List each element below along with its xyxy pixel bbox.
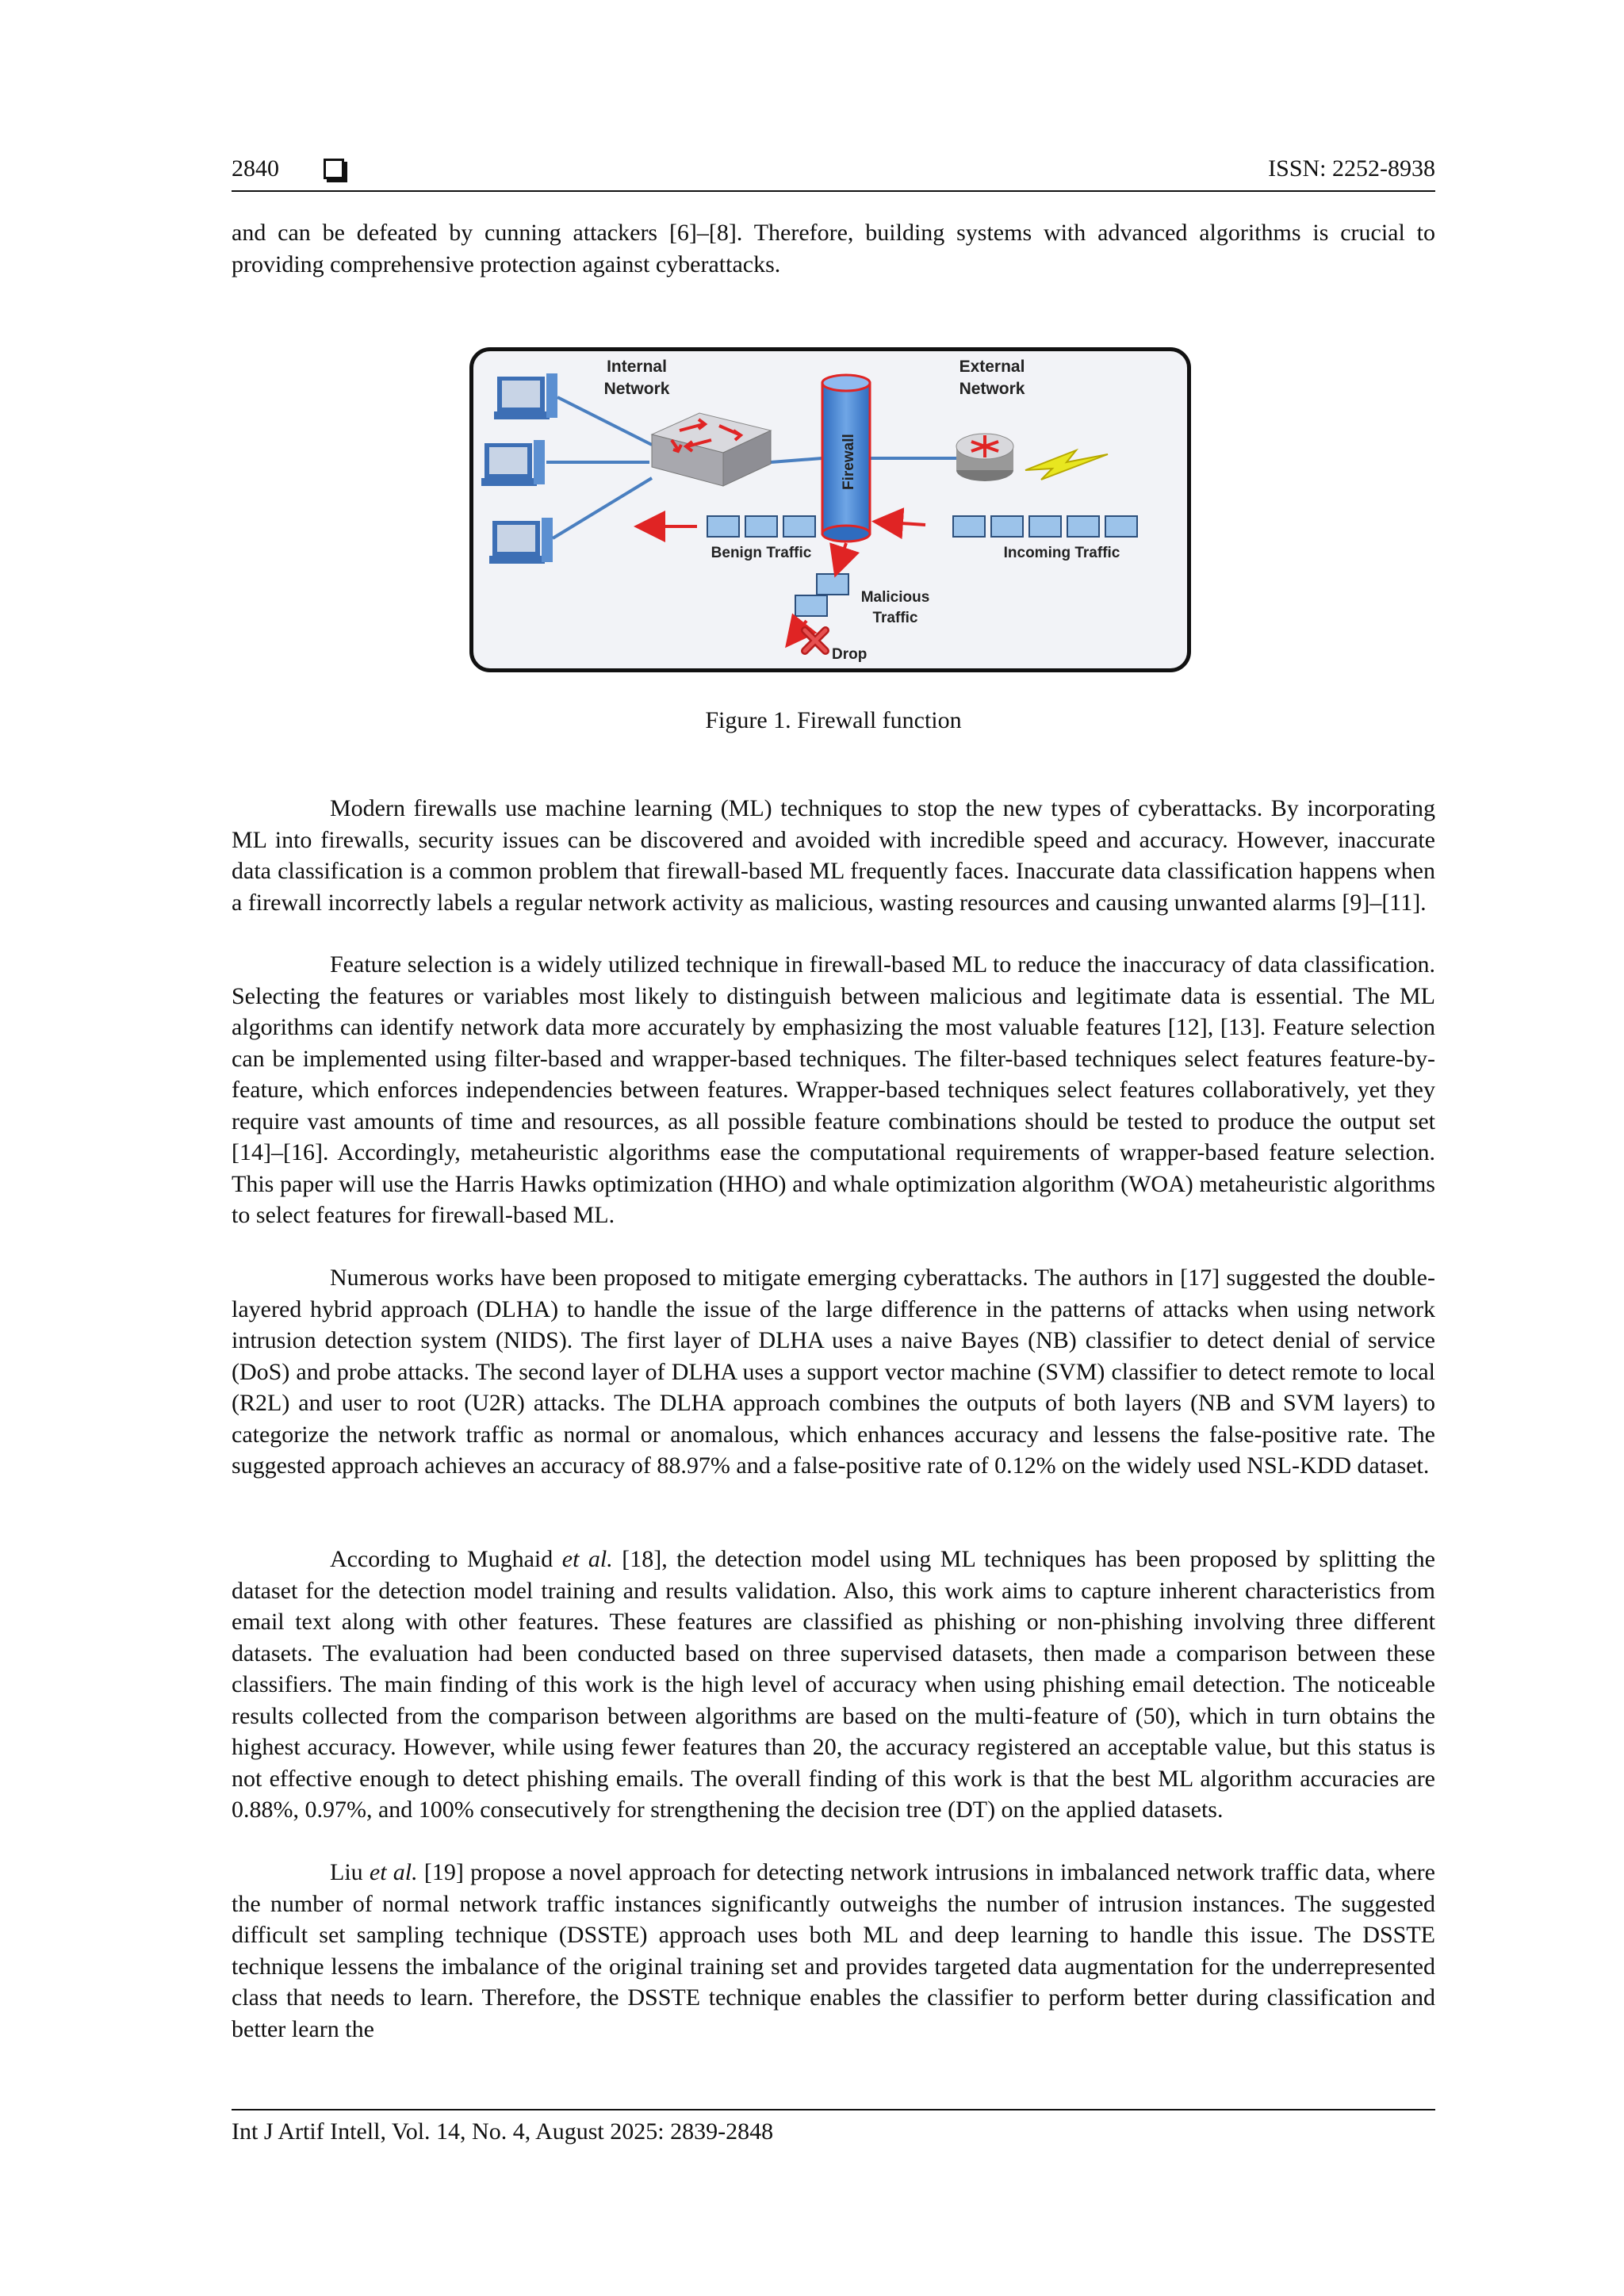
- drop-label: Drop: [832, 646, 868, 663]
- text-run: Modern firewalls use machine learning (ML) techniques to stop the new types of cyberattacks. By incorporating ML into firewalls, security issues can be discovered and avoided with incredible speed and accuracy. However, inaccurate data classification is a common problem that firewall-based ML frequently faces. Inaccurate data classification happens when a firewall incorrectly labels a regular network activity as malicious, wasting resources and causing unwanted alarms [9]–[11].: [232, 795, 1435, 916]
- incoming-packet: [1105, 516, 1137, 537]
- network-link: [557, 397, 652, 445]
- page-number: 2840: [232, 155, 279, 182]
- benign-packet: [707, 516, 739, 537]
- drop-x-icon: [805, 630, 825, 651]
- text-run: Numerous works have been proposed to mitigate emerging cyberattacks. The authors in [17] suggested the double-layered hybrid approach (DLHA) to handle the issue of the large difference in the patterns of attacks when using network intrusion detection system (NIDS). The first layer of DLHA uses a naive Bayes (NB) classifier to detect denial of service (DoS) and probe attacks. The second layer of DLHA uses a support vector machine (SVM) classifier to detect remote to local (R2L) and user to root (U2R) attacks. The DLHA approach combines the outputs of both layers (NB and SVM layers) to categorize the network traffic as normal or anomalous, which enhances accuracy and lessens the false-positive rate. The suggested approach achieves an accuracy of 88.97% and a false-positive rate of 0.12% on the widely used NSL-KDD dataset.: [232, 1265, 1435, 1479]
- footer-citation: Int J Artif Intell, Vol. 14, No. 4, August 2025: 2839-2848: [232, 2118, 774, 2145]
- checkbox-square-icon: [324, 159, 344, 179]
- italic-text: et al.: [561, 1546, 613, 1572]
- internal-network-label-line2: Network: [603, 380, 670, 398]
- firewall-label: Firewall: [841, 434, 857, 490]
- router-icon: [956, 434, 1013, 481]
- incoming-packet: [953, 516, 985, 537]
- incoming-packet: [1067, 516, 1099, 537]
- text-run: Feature selection is a widely utilized technique in firewall-based ML to reduce the inaccuracy of data classification. Selecting the features or variables most likely to distinguish between malicious and legitimate data is essential. The ML algorithms can identify network data more accurately by emphasizing the most valuable features [12], [13]. Feature selection can be implemented using filter-based and wrapper-based techniques. The filter-based techniques select features feature-by-feature, which enforces independencies between features. Wrapper-based techniques select features collaboratively, yet they require vast amounts of time and resources, as all possible feature combinations should be tested to produce the output set [14]–[16]. Accordingly, metaheuristic algorithms ease the computational requirements of wrapper-based feature selection. This paper will use the Harris Hawks optimization (HHO) and whale optimization algorithm (WOA) metaheuristic algorithms to select features for firewall-based ML.: [232, 951, 1435, 1228]
- footer-rule: [232, 2109, 1435, 2110]
- text-run: [18], the detection model using ML techniques has been proposed by splitting the dataset for the detection model training and results validation. Also, this work aims to capture inherent characteristics from email text along with other features. These features are classified as phishing or non-phishing involving three different datasets. The evaluation had been conducted based on three supervised datasets, then made a comparison between these classifiers. The main finding of this work is the high level of accuracy when using phishing email detection. The noticeable results collected from the comparison between algorithms are based on the multi-feature of (50), which in turn obtains the highest accuracy. However, while using fewer features than 20, the accuracy registered an acceptable value, but this status is not effective enough to detect phishing emails. The overall finding of this work is that the best ML algorithm accuracies are 0.88%, 0.97%, and 100% consecutively for strengthening the decision tree (DT) on the applied datasets.: [232, 1546, 1435, 1823]
- network-link: [771, 458, 822, 462]
- external-network-label-line1: External: [959, 358, 1025, 376]
- computer-icon: [489, 518, 553, 564]
- external-network-label-line2: Network: [959, 380, 1025, 398]
- running-header: [232, 155, 1435, 187]
- malicious-packet: [817, 574, 848, 595]
- body-paragraph: [232, 793, 1435, 918]
- intro-paragraph: and can be defeated by cunning attackers [6]–[8]. Therefore, building systems with advanced algorithms is crucial to providing comprehensive protection against cyberattacks.: [232, 220, 1435, 277]
- internal-network-label-line1: Internal: [607, 358, 667, 376]
- text-run: [19] propose a novel approach for detecting network intrusions in imbalanced network traffic data, where the number of normal network traffic instances significantly outweighs the number of intrusion instances. The suggested difficult set sampling technique (DSSTE) approach uses both ML and deep learning to handle this issue. The DSSTE technique lessens the imbalance of the original training set and provides targeted data augmentation for the underrepresented class that needs to learn. Therefore, the DSSTE technique enables the classifier to perform better during classification and better learn the: [232, 1859, 1435, 2042]
- benign-packet: [783, 516, 815, 537]
- italic-text: et al.: [369, 1859, 418, 1885]
- computer-icon: [494, 373, 557, 419]
- benign-packet: [745, 516, 777, 537]
- firewall-diagram: [473, 351, 1187, 668]
- incoming-traffic-label: Incoming Traffic: [1003, 545, 1120, 561]
- issn-label: ISSN: 2252-8938: [1268, 155, 1435, 182]
- firewall-figure: [469, 347, 1191, 672]
- header-rule: [232, 190, 1435, 192]
- switch-icon: [652, 413, 771, 486]
- malicious-arrow: [837, 543, 846, 572]
- text-run: Liu: [330, 1859, 370, 1885]
- incoming-arrow: [878, 522, 925, 525]
- body-paragraph: [232, 949, 1435, 1231]
- incoming-packet: [1029, 516, 1061, 537]
- computer-icon: [481, 440, 545, 486]
- malicious-traffic-label-line2: Traffic: [872, 610, 918, 626]
- body-paragraph: [232, 1262, 1435, 1482]
- figure-caption: Figure 1. Firewall function: [705, 707, 962, 733]
- malicious-packet: [795, 595, 827, 616]
- benign-traffic-label: Benign Traffic: [710, 545, 812, 561]
- body-paragraph: [232, 1544, 1435, 1826]
- incoming-packet: [991, 516, 1023, 537]
- text-run: According to Mughaid: [330, 1546, 562, 1572]
- malicious-traffic-label-line1: Malicious: [860, 589, 930, 606]
- body-paragraph: [232, 1857, 1435, 2045]
- lightning-bolt-icon: [1025, 450, 1108, 480]
- network-link: [553, 478, 652, 538]
- firewall-cylinder: [822, 375, 870, 541]
